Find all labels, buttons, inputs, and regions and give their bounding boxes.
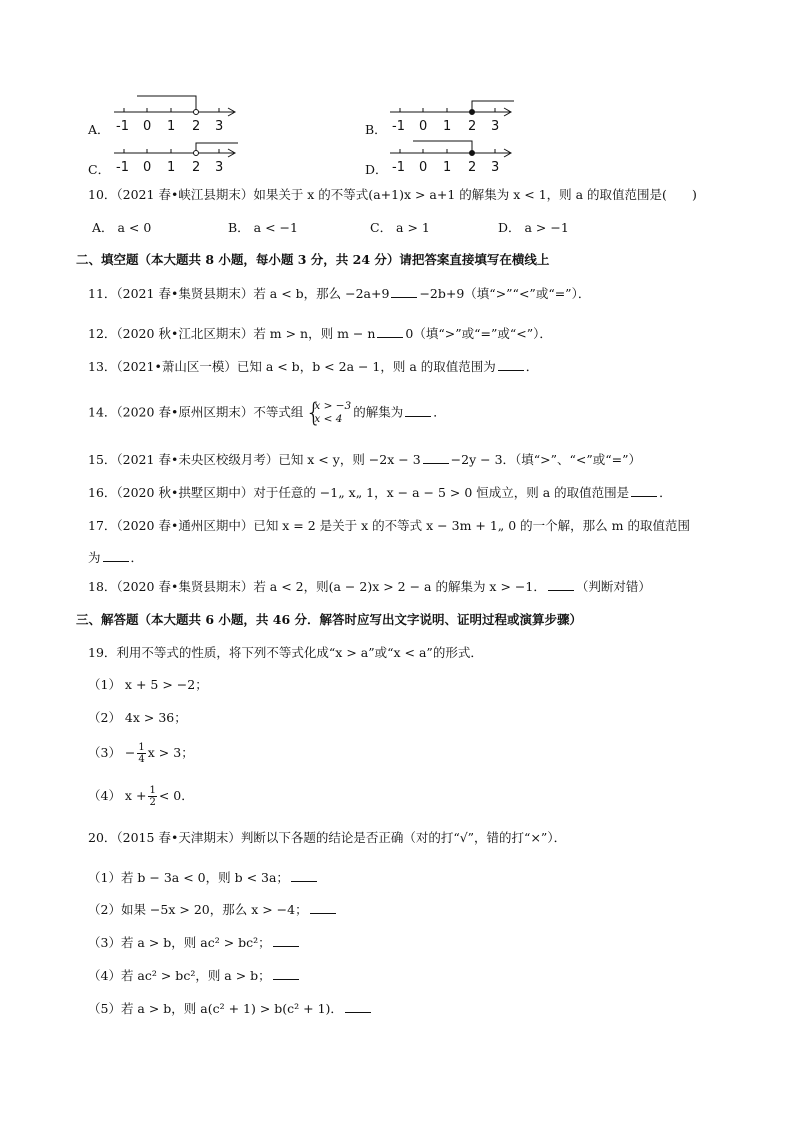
question-20-stem: 20．（2015 春•天津期末）判断以下各题的结论是否正确（对的打“√”，错的打“×”）．	[88, 830, 567, 845]
tick-label: 3	[491, 160, 500, 175]
number-line-b	[388, 92, 518, 137]
q20-text: （3）若 a > b，则 ac² > bc²；	[88, 935, 271, 950]
q19-item-3	[88, 742, 194, 765]
fraction	[137, 742, 145, 765]
answer-blank[interactable]	[377, 325, 403, 338]
q16-text: 16．（2020 秋•拱墅区期中）对于任意的 −1„ x„ 1，x − a − 5 > 0 恒成立，则 a 的取值范围是	[88, 485, 630, 500]
tick-label: 1	[167, 119, 176, 134]
q17-text: ．	[130, 550, 144, 565]
tick-label: -1	[116, 119, 129, 134]
tick-label: 0	[419, 119, 428, 134]
section-3-heading: 三、解答题（本大题共 6 小题，共 46 分．解答时应写出文字说明、证明过程或演算步骤）	[76, 612, 583, 627]
q14-text: ．	[433, 404, 446, 420]
option-a-label: A．	[88, 122, 110, 137]
answer-blank[interactable]	[291, 869, 317, 882]
question-17-line-2	[88, 549, 143, 567]
q20-text: （1）若 b − 3a < 0，则 b < 3a；	[88, 870, 289, 885]
q19-item-4	[88, 785, 194, 808]
tick-label: 3	[491, 119, 500, 134]
tick-label: 0	[419, 160, 428, 175]
question-17-line-1: 17．（2020 春•通州区期中）已知 x = 2 是关于 x 的不等式 x − 3m + 1„ 0 的一个解，那么 m 的取值范围	[88, 518, 690, 533]
q19-item-2: （2） 4x > 36；	[88, 710, 187, 725]
q17-text: 为	[88, 550, 101, 565]
q19-text: < 0．	[158, 788, 194, 803]
answer-blank[interactable]	[548, 578, 574, 591]
q20-text: （4）若 ac² > bc²，则 a > b；	[88, 968, 271, 983]
q16-text: ．	[659, 485, 672, 500]
numerator: 1	[149, 785, 156, 796]
tick-label: 2	[468, 119, 477, 134]
solution-bracket	[196, 143, 238, 150]
q20-text: （5）若 a > b，则 a(c² + 1) > b(c² + 1)．	[88, 1001, 343, 1016]
closed-dot	[470, 151, 475, 156]
numerator: 1	[138, 742, 145, 753]
option-b-label: B．	[365, 122, 387, 137]
answer-blank[interactable]	[405, 404, 431, 417]
q12-text: 0（填“>”或“=”或“<”）．	[405, 326, 552, 341]
fraction	[148, 785, 156, 808]
question-13	[88, 358, 538, 376]
q12-text: 12．（2020 秋•江北区期末）若 m > n，则 m − n	[88, 326, 376, 341]
q14-text: 14．（2020 春•原州区期末）不等式组	[88, 404, 304, 420]
q19-text: （4） x +	[88, 788, 147, 803]
answer-blank[interactable]	[631, 484, 657, 497]
denominator: 2	[149, 797, 156, 808]
q18-text: （判断对错）	[575, 579, 651, 594]
answer-blank[interactable]	[310, 901, 336, 914]
option-d-label: D．	[365, 162, 388, 177]
q13-text: ．	[525, 359, 539, 374]
answer-blank[interactable]	[498, 358, 524, 371]
q20-item-2	[88, 901, 338, 919]
tick-label: 1	[443, 160, 452, 175]
system-row: x > −3	[314, 400, 352, 412]
q20-item-4	[88, 967, 301, 985]
q10-option-c: C． a > 1	[370, 220, 430, 235]
question-10-stem: 10．（2021 春•峡江县期末）如果关于 x 的不等式(a+1)x > a+1 的解集为 x < 1，则 a 的取值范围是( )	[88, 187, 697, 202]
option-c-label: C．	[88, 162, 111, 177]
open-dot	[194, 110, 199, 115]
question-16	[88, 484, 672, 502]
answer-blank[interactable]	[423, 451, 449, 464]
denominator: 4	[138, 754, 145, 765]
q11-text: −2b+9（填“>”“<”或“=”）．	[419, 286, 591, 301]
tick-label: 2	[468, 160, 477, 175]
q20-item-1	[88, 869, 319, 887]
question-14	[88, 400, 446, 426]
answer-blank[interactable]	[345, 1000, 371, 1013]
question-19-stem: 19．利用不等式的性质，将下列不等式化成“x > a”或“x < a”的形式．	[88, 645, 483, 660]
number-line-d	[388, 133, 518, 178]
tick-label: -1	[392, 119, 405, 134]
question-15	[88, 451, 641, 469]
solution-bracket	[413, 141, 472, 153]
number-line-c	[112, 133, 242, 178]
left-brace-icon: {	[305, 398, 322, 428]
tick-label: 2	[192, 119, 201, 134]
inequality-system	[305, 400, 351, 426]
q10-option-b: B． a < −1	[228, 220, 298, 235]
answer-blank[interactable]	[103, 549, 129, 562]
q13-text: 13．（2021•萧山区一模）已知 a < b，b < 2a − 1，则 a 的取值范围为	[88, 359, 496, 374]
q19-text: （3） −	[88, 745, 136, 760]
question-12	[88, 325, 552, 343]
q10-option-d: D． a > −1	[498, 220, 569, 235]
answer-blank[interactable]	[391, 285, 417, 298]
q19-item-1: （1） x + 5 > −2；	[88, 677, 208, 692]
q11-text: 11．（2021 春•集贤县期末）若 a < b，那么 −2a+9	[88, 286, 390, 301]
tick-label: 1	[167, 160, 176, 175]
answer-blank[interactable]	[273, 967, 299, 980]
closed-dot	[470, 110, 475, 115]
q20-item-5	[88, 1000, 373, 1018]
q14-text: 的解集为	[353, 404, 404, 420]
solution-bracket	[137, 96, 196, 109]
tick-label: 0	[143, 160, 152, 175]
q20-text: （2）如果 −5x > 20，那么 x > −4；	[88, 902, 308, 917]
system-row: x < 4	[314, 413, 343, 425]
tick-label: -1	[116, 160, 129, 175]
section-2-heading: 二、填空题（本大题共 8 小题，每小题 3 分，共 24 分）请把答案直接填写在横线上	[76, 252, 550, 267]
tick-label: 3	[215, 160, 224, 175]
q19-text: x > 3；	[147, 745, 194, 760]
tick-label: 3	[215, 119, 224, 134]
q10-option-a: A． a < 0	[92, 220, 152, 235]
tick-label: 1	[443, 119, 452, 134]
tick-label: 2	[192, 160, 201, 175]
tick-label: -1	[392, 160, 405, 175]
q15-text: 15．（2021 春•未央区校级月考）已知 x < y，则 −2x − 3	[88, 452, 421, 467]
q15-text: −2y − 3．（填“>”、“<”或“=”）	[450, 452, 642, 467]
question-18	[88, 578, 651, 596]
answer-blank[interactable]	[273, 934, 299, 947]
number-line-a	[112, 92, 242, 137]
tick-label: 0	[143, 119, 152, 134]
q18-text: 18．（2020 春•集贤县期末）若 a < 2，则(a − 2)x > 2 − a 的解集为 x > −1．	[88, 579, 546, 594]
question-11	[88, 285, 590, 303]
q20-item-3	[88, 934, 301, 952]
open-dot	[194, 151, 199, 156]
